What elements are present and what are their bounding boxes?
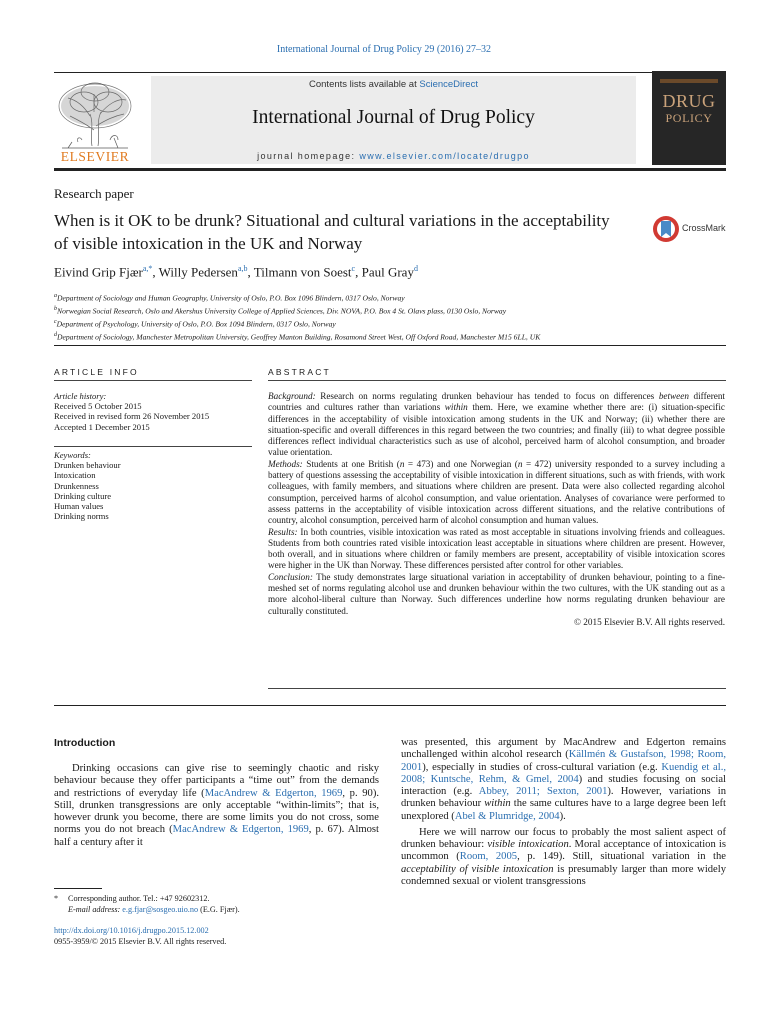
intro-paragraph xyxy=(401,827,726,888)
text-run: ). xyxy=(559,810,566,822)
citation-link[interactable]: MacAndrew & Edgerton, 1969 xyxy=(204,787,343,799)
sciencedirect-link[interactable]: ScienceDirect xyxy=(419,79,478,90)
abstract-background xyxy=(268,391,725,459)
introduction-heading: Introduction xyxy=(54,737,116,749)
elsevier-wordmark: ELSEVIER xyxy=(60,149,130,164)
crossmark-label: CrossMark xyxy=(682,223,726,233)
keywords-label: Keywords: xyxy=(54,450,91,460)
article-type: Research paper xyxy=(54,186,134,201)
text-run: = 472) university responded to a survey including a battery of questions assessing the acceptability of visible intoxication in different situations, such as with friends, with work colleagues, with family members, and situations where children are present. Data were also collected regarding alcohol consumption, perceived harms of alcohol consumption, and value orientation. Analyses of covariance were performed to assess patterns in the acceptability of visible intoxication across different situations, and the relative contributions of country, alcohol consumption, perceived harm of alcohol consumption and human values. xyxy=(268,458,725,526)
abstract-results xyxy=(268,527,725,572)
journal-homepage-line xyxy=(151,151,636,161)
citation-link[interactable]: Room, 2005 xyxy=(459,851,518,863)
keyword: Intoxication xyxy=(54,470,96,481)
keyword: Drunkenness xyxy=(54,480,99,491)
keyword: Drinking norms xyxy=(54,511,109,522)
crossmark-badge[interactable] xyxy=(652,213,732,245)
intro-paragraph-continued xyxy=(401,737,726,823)
cover-title-line2: POLICY xyxy=(665,111,713,125)
text-run: , p. 90). Still, drunken transgressions are only acceptable “within-limits”; that is, however drunk you become, there are some limits you do not cross, some norms you do not breach ( xyxy=(54,787,379,836)
citation-link[interactable]: Abbey, 2011; Sexton, 2001 xyxy=(478,786,608,797)
keyword: Human values xyxy=(54,501,104,512)
keyword: Drinking culture xyxy=(54,490,112,501)
citation-link[interactable]: Kuendig et al., 2008; Kuntsche, Rehm, & Gmel, 2004 xyxy=(401,761,726,785)
article-info-heading: ARTICLE INFO xyxy=(54,367,139,377)
affiliation-rule xyxy=(54,345,726,346)
footnote-star: * xyxy=(54,894,59,903)
text-run: In both countries, visible intoxication was rated as most acceptable in situations involving friends and colleagues. Students from both countries rated visible intoxication least acceptable in situations where children are present. However, both overall, and in situations where children or family members are present, acceptability of visible intoxication scores were higher in the UK than Norway. These differences persisted after control for other variables. xyxy=(268,526,725,571)
email-link[interactable]: e.g.fjar@sosgeo.uio.no xyxy=(122,905,199,914)
author-superscript[interactable]: a,b xyxy=(237,264,248,273)
body-top-rule xyxy=(54,705,726,706)
text-run: Here we will narrow our focus to probably the most salient aspect of drunken behaviour: xyxy=(401,826,726,850)
text-run: between xyxy=(658,391,689,401)
author-name[interactable]: Willy Pedersen xyxy=(158,264,238,280)
text-run: Drinking occasions can give rise to seemingly chaotic and risky behaviour because they offer participants a “time out” from the demands and restrictions of everyday life ( xyxy=(54,763,379,799)
footnote xyxy=(54,893,384,915)
cover-stripe xyxy=(660,79,718,83)
affiliation xyxy=(54,304,734,317)
abstract-body xyxy=(268,391,725,628)
email-note xyxy=(54,904,384,915)
text-run: acceptability of visible intoxication xyxy=(401,863,554,875)
text-run: ) and studies focusing on social interaction (e.g. xyxy=(401,773,726,797)
intro-column-right xyxy=(401,737,726,888)
affiliation xyxy=(54,291,734,304)
abstract-conclusion xyxy=(268,572,725,617)
author-list: Eivind Grip Fjær$^{a,*}$, Willy Pedersen$^{a,b}$, Tilmann von Soest$^c$, Paul Gray$^d$ xyxy=(54,264,418,280)
footnote-rule xyxy=(54,888,102,889)
text-run: within xyxy=(484,798,511,810)
text-run: the same cultures have to a large degree been left unexplored ( xyxy=(401,798,726,822)
text-run: Students at one British ( xyxy=(302,458,400,469)
contents-lists-line xyxy=(151,79,636,90)
journal-citation[interactable]: International Journal of Drug Policy 29 (2016) 27–32 xyxy=(276,44,492,55)
history-label: Article history: xyxy=(54,391,107,401)
text-run: The study demonstrates large situational variation in acceptability of drunken behaviour, pointing to a fine-meshed set of norms regulating alcohol use and drunken behaviour within the two cultures, with the UK standing out as a more alcohol-liberal culture than Norway. Such differences underline how norms regulating drunken behaviour are culturally constituted. xyxy=(268,571,725,616)
text-run: visible intoxication xyxy=(487,839,569,850)
homepage-prefix: journal homepage: xyxy=(257,151,360,161)
conclusion-label: Conclusion: xyxy=(268,571,313,582)
text-run: ). However, variations in drunken behaviour xyxy=(401,786,727,810)
article-title: When is it OK to be drunk? Situational and cultural variations in the acceptability of visible intoxication in the UK and Norway xyxy=(54,211,610,253)
affiliations xyxy=(54,291,734,344)
text-run: different countries and cultures rather than variations xyxy=(268,391,725,413)
doi-block xyxy=(54,925,384,947)
cover-title-line1: DRUG xyxy=(662,91,716,111)
text-run: n xyxy=(399,458,405,469)
journal-title: International Journal of Drug Policy xyxy=(252,107,535,128)
text-run: is presumably larger than more widely condemned sexual or violent transgressions xyxy=(401,863,726,887)
text-run: (E.G. Fjær). xyxy=(198,905,240,914)
article-info-rule xyxy=(54,380,252,381)
corresponding-author-note xyxy=(54,893,384,904)
journal-cover-image[interactable] xyxy=(652,71,726,165)
header-bottom-rule xyxy=(54,168,726,171)
article-history xyxy=(54,391,254,432)
text-run: , p. 149). Still, situational variation in the xyxy=(517,851,727,863)
affiliation-text: Norwegian Social Research, Oslo and Akershus University College of Applied Sciences, Div. NOVA, P.O. Box 4 St. Olavs plass, 0130 Oslo, Norway xyxy=(57,306,507,316)
results-label: Results: xyxy=(268,526,298,537)
citation-link[interactable]: MacAndrew & Edgerton, 1969 xyxy=(172,824,309,836)
author-name[interactable]: Paul Gray xyxy=(361,264,414,280)
methods-label: Methods: xyxy=(268,458,303,469)
abstract-copyright: © 2015 Elsevier B.V. All rights reserved. xyxy=(574,616,725,627)
abstract-heading: ABSTRACT xyxy=(268,367,331,377)
abstract-bottom-rule xyxy=(268,688,726,689)
crossmark-icon xyxy=(652,213,680,245)
author-name[interactable]: Eivind Grip Fjær xyxy=(54,264,143,280)
affiliation-text: Department of Sociology, Manchester Metropolitan University, Geoffrey Manton Building, Rosamond Street West, Off Oxford Road, Manchester M15 6LL, UK xyxy=(57,332,541,342)
revised-date: Received in revised form 26 November 2015 xyxy=(54,411,210,422)
author-superscript[interactable]: c xyxy=(351,264,356,273)
doi-link[interactable]: http://dx.doi.org/10.1016/j.drugpo.2015.12.002 xyxy=(54,926,209,935)
contents-prefix: Contents lists available at xyxy=(309,79,420,90)
abstract-methods xyxy=(268,459,725,527)
text-run: Corresponding author. Tel.: +47 92602312. xyxy=(68,894,210,903)
abstract-rule xyxy=(268,380,726,381)
citation-link[interactable]: Abel & Plumridge, 2004 xyxy=(454,810,560,822)
author-name[interactable]: Tilmann von Soest xyxy=(253,264,352,280)
accepted-date: Accepted 1 December 2015 xyxy=(54,421,150,432)
affiliation-text: Department of Sociology and Human Geography, University of Oslo, P.O. Box 1096 Blindern, 0317 Oslo, Norway xyxy=(57,293,405,303)
intro-column-left xyxy=(54,763,379,849)
author-superscript[interactable]: a,* xyxy=(142,264,153,273)
affiliation-marker: c xyxy=(54,319,57,326)
elsevier-logo[interactable] xyxy=(54,76,136,164)
affiliation xyxy=(54,317,734,330)
text-run: ), especially in studies of cross-cultural variation (e.g. xyxy=(422,761,662,773)
issn-copyright: 0955-3959/© 2015 Elsevier B.V. All rights reserved. xyxy=(54,937,227,946)
email-label: E-mail address: xyxy=(68,905,123,914)
affiliation-marker: b xyxy=(54,306,57,313)
keywords-block xyxy=(54,450,254,521)
journal-homepage-link[interactable]: www.elsevier.com/locate/drugpo xyxy=(359,151,530,161)
text-run: = 473) and one Norwegian ( xyxy=(404,458,518,469)
affiliation-text: Department of Psychology, University of Oslo, P.O. Box 1094 Blindern, 0317 Oslo, Norway xyxy=(56,319,336,329)
text-run: n xyxy=(517,458,523,469)
author-superscript[interactable]: d xyxy=(413,264,418,273)
affiliation-marker: a xyxy=(54,293,57,299)
text-run: within xyxy=(444,402,468,413)
header-top-rule xyxy=(54,72,726,73)
text-run: them. Here, we examine whether there are: (i) situation-specific differences in the acceptability of visible intoxication among students in the UK and Norway; (ii) whether there are situation-specific and overall differences in this regard between the two countries; and finally (iii) to what degree possible differences reflect individual characteristics such as use of alcohol, perceived harm of alcohol consumption, and broader value orientation. xyxy=(268,402,725,458)
intro-paragraph xyxy=(54,763,379,849)
keywords-rule xyxy=(54,446,252,447)
affiliation-marker: d xyxy=(54,332,57,339)
text-run: Research on norms regulating drunken behaviour has tended to focus on differences xyxy=(315,391,659,401)
text-run: was presented, this argument by MacAndrew and Edgerton remains unchallenged within alcohol research ( xyxy=(401,737,726,761)
affiliation xyxy=(54,330,734,343)
received-date: Received 5 October 2015 xyxy=(54,401,142,412)
text-run: , p. 67). Almost half a century after it xyxy=(54,824,379,848)
keyword: Drunken behaviour xyxy=(54,460,121,471)
background-label: Background: xyxy=(268,391,316,401)
citation-link[interactable]: Källmén & Gustafson, 1998; Room, 2001 xyxy=(401,749,726,773)
text-run: . Moral acceptance of intoxication is uncommon ( xyxy=(401,839,726,863)
